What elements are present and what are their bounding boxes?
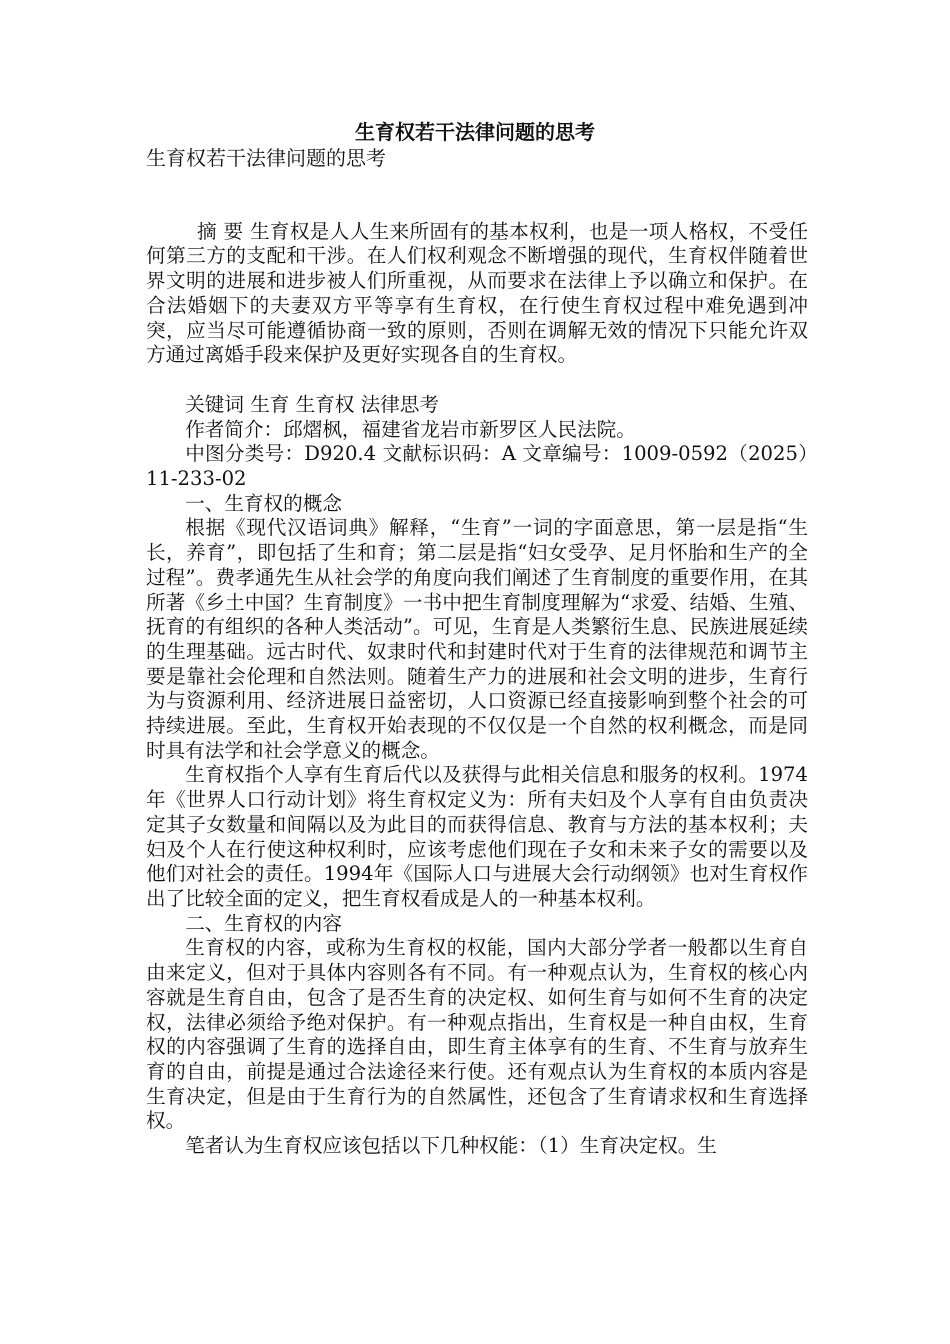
author-intro-line: 作者简介：邱熠枫，福建省龙岩市新罗区人民法院。 (185, 417, 636, 441)
spacer (146, 171, 808, 220)
section-heading-1: 一、生育权的概念 (185, 491, 342, 515)
spacer (146, 368, 808, 393)
section2-paragraph-1: 生育权的内容，或称为生育权的权能，国内大部分学者一般都以生育自由来定义，但对于具体内容则各有不同。有一种观点认为，生育权的核心内容就是生育自由，包含了是否生育的决定权、如何生育与如何不生育的决定权，法律必须给予绝对保护。有一种观点指出，生育权是一种自由权，生育权的内容强调了生育的选择自由，即生育主体享有的生育、不生育与放弃生育的自由，前提是通过合法途径来行使。还有观点认为生育权的本质内容是生育决定，但是由于生育行为的自然属性，还包含了生育请求权和生育选择权。 (146, 936, 808, 1133)
section2-paragraph-2: 笔者认为生育权应该包括以下几种权能：（1）生育决定权。生 (185, 1134, 717, 1158)
document-body (146, 146, 808, 1159)
classification-line: 中图分类号：D920.4 文献标识码：A 文章编号：1009-0592（2025）11-233-02 (146, 442, 808, 491)
section1-paragraph-2: 生育权指个人享有生育后代以及获得与此相关信息和服务的权利。1974年《世界人口行动计划》将生育权定义为：所有夫妇及个人享有自由负责决定其子女数量和间隔以及为此目的而获得信息、教育与方法的基本权利；夫妇及个人在行使这种权利时，应该考虑他们现在子女和未来子女的需要以及他们对社会的责任。1994年《国际人口与进展大会行动纲领》也对生育权作出了比较全面的定义，把生育权看成是人的一种基本权利。 (146, 763, 808, 910)
section1-paragraph-1: 根据《现代汉语词典》解释，“生育”一词的字面意思，第一层是指“生长，养育”，即包括了生和育；第二层是指“妇女受孕、足月怀胎和生产的全过程”。费孝通先生从社会学的角度向我们阐述了生育制度的重要作用，在其所著《乡土中国？生育制度》一书中把生育制度理解为“求爱、结婚、生殖、抚育的有组织的各种人类活动”。可见，生育是人类繁衍生息、民族进展延续的生理基础。远古时代、奴隶时代和封建时代对于生育的法律规范和调节主要是靠社会伦理和自然法则。随着生产力的进展和社会文明的进步，生育行为与资源利用、经济进展日益密切，人口资源已经直接影响到整个社会的可持续进展。至此，生育权开始表现的不仅仅是一个自然的权利概念，而是同时具有法学和社会学意义的概念。 (146, 516, 808, 762)
section-heading-2: 二、生育权的内容 (185, 911, 342, 935)
abstract-paragraph: 摘 要 生育权是人人生来所固有的基本权利，也是一项人格权，不受任何第三方的支配和干涉。在人们权利观念不断增强的现代，生育权伴随着世界文明的进展和进步被人们所重视，从而要求在法律上予以确立和保护。在合法婚姻下的夫妻双方平等享有生育权，在行使生育权过程中难免遇到冲突，应当尽可能遵循协商一致的原则，否则在调解无效的情况下只能允许双方通过离婚手段来保护及更好实现各自的生育权。 (146, 219, 808, 367)
document-title: 生育权若干法律问题的思考 (355, 120, 595, 144)
keywords-line: 关键词 生育 生育权 法律思考 (185, 392, 439, 416)
document-subtitle: 生育权若干法律问题的思考 (146, 146, 386, 170)
